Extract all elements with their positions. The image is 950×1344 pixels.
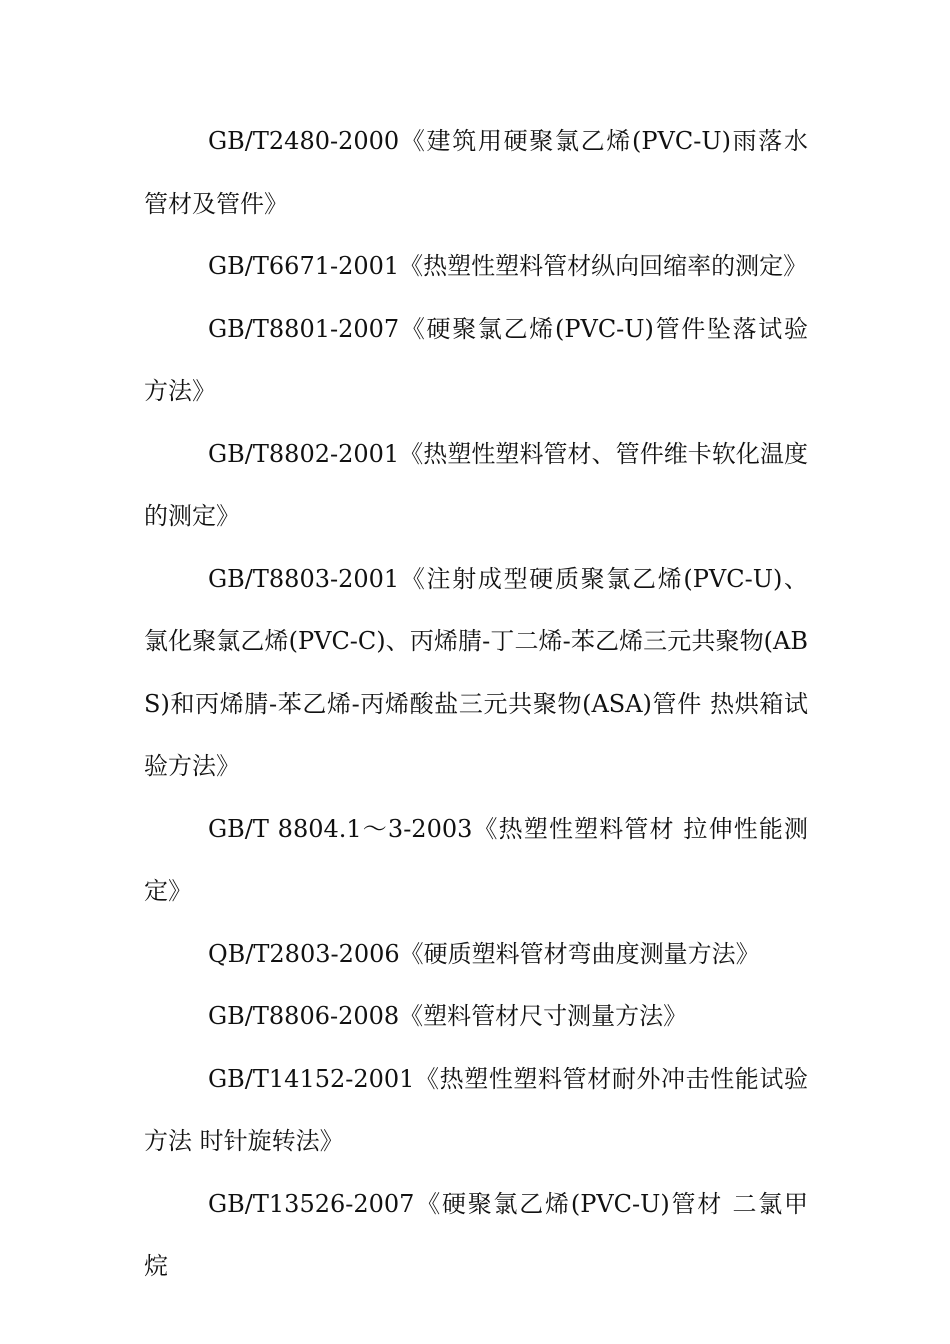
reference-item: GB/T8806-2008《塑料管材尺寸测量方法》 <box>208 1002 688 1030</box>
reference-item: GB/T14152-2001《热塑性塑料管材耐外冲击性能试验方法 时针旋转法》 <box>144 1064 808 1155</box>
reference-item: GB/T8803-2001《注射成型硬质聚氯乙烯(PVC-U)、氯化聚氯乙烯(PVC-C)、丙烯腈-丁二烯-苯乙烯三元共聚物(ABS)和丙烯腈-苯乙烯-丙烯酸盐三元共聚物(ASA)管件 热烘箱试验方法》 <box>144 564 808 780</box>
reference-list <box>144 110 808 1298</box>
reference-item: QB/T2803-2006《硬质塑料管材弯曲度测量方法》 <box>208 939 760 968</box>
reference-item: GB/T13526-2007《硬聚氯乙烯(PVC-U)管材 二氯甲烷 <box>144 1189 808 1280</box>
reference-item: GB/T2480-2000《建筑用硬聚氯乙烯(PVC-U)雨落水管材及管件》 <box>144 127 808 218</box>
reference-item: GB/T 8804.1～3-2003《热塑性塑料管材 拉伸性能测定》 <box>144 814 808 905</box>
reference-item: GB/T8802-2001《热塑性塑料管材、管件维卡软化温度的测定》 <box>144 439 808 530</box>
reference-item: GB/T6671-2001《热塑性塑料管材纵向回缩率的测定》 <box>208 252 808 280</box>
reference-item: GB/T8801-2007《硬聚氯乙烯(PVC-U)管件坠落试验方法》 <box>144 314 808 405</box>
